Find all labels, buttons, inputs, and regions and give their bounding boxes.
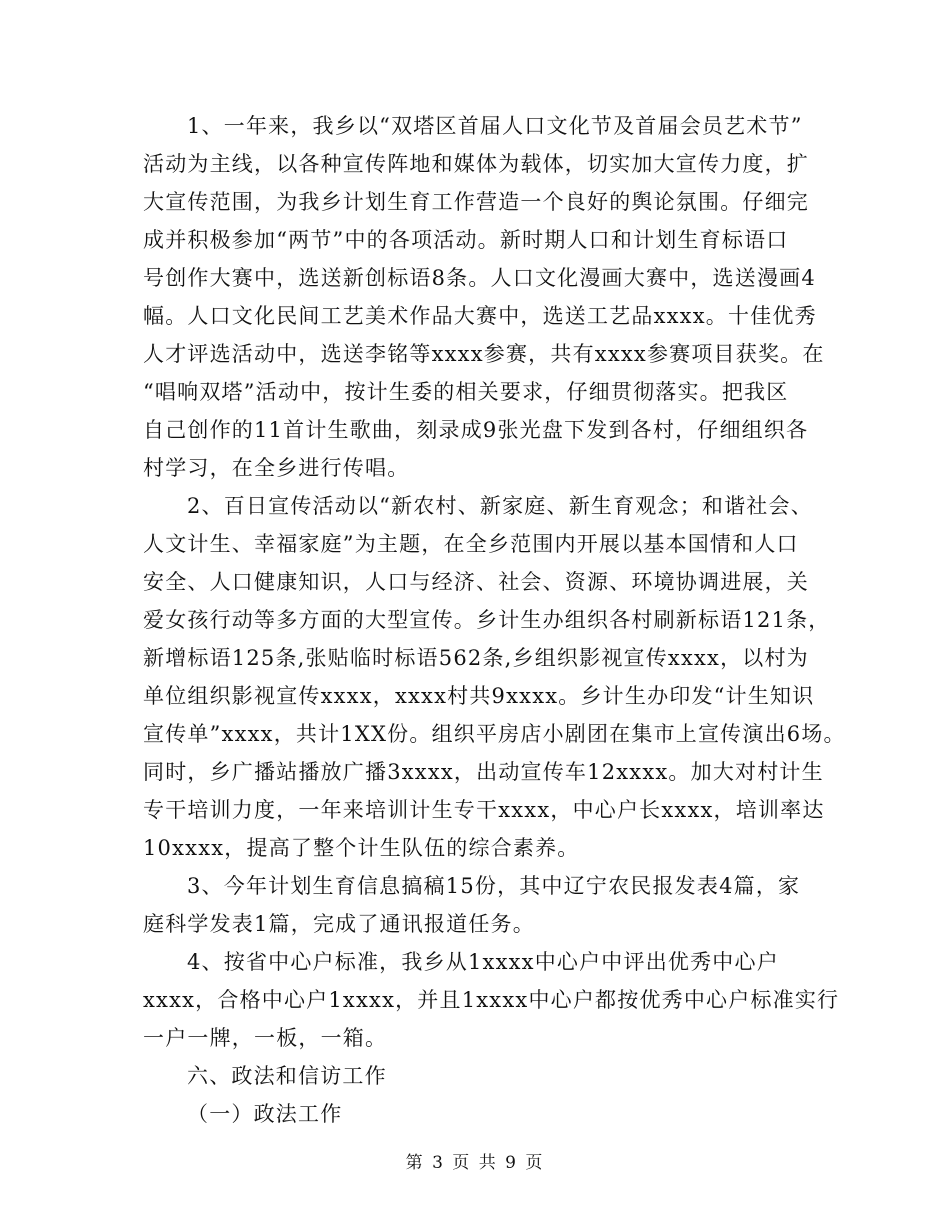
body-line: 庭科学发表1篇，完成了通讯报道任务。 <box>143 912 535 936</box>
body-line: 人文计生、幸福家庭”为主题，在全乡范围内开展以基本国情和人口 <box>143 532 799 556</box>
body-line: 4、按省中心户标准，我乡从1xxxx中心户中评出优秀中心户 <box>187 950 779 974</box>
body-line: “唱响双塔”活动中，按计生委的相关要求，仔细贯彻落实。把我区 <box>143 380 789 404</box>
body-line: 爱女孩行动等多方面的大型宣传。乡计生办组织各村刷新标语121条， <box>143 608 831 632</box>
subsection-heading: （一）政法工作 <box>187 1102 343 1126</box>
body-line: 成并积极参加“两节”中的各项活动。新时期人口和计划生育标语口 <box>143 228 789 252</box>
body-line: 3、今年计划生育信息搞稿15份，其中辽宁农民报发表4篇，家 <box>187 874 801 898</box>
body-line: 大宣传范围，为我乡计划生育工作营造一个良好的舆论氛围。仔细完 <box>143 190 809 214</box>
body-line: 安全、人口健康知识，人口与经济、社会、资源、环境协调进展，关 <box>143 570 809 594</box>
body-line: 一户一牌，一板，一箱。 <box>143 1026 388 1050</box>
body-line: 自己创作的11首计生歌曲，刻录成9张光盘下发到各村，仔细组织各 <box>143 418 809 442</box>
body-line: xxxx，合格中心户1xxxx，并且1xxxx中心户都按优秀中心户标准实行 <box>143 988 840 1012</box>
body-line: 宣传单”xxxx，共计1XX份。组织平房店小剧团在集市上宣传演出6场。 <box>143 722 846 746</box>
page-number-footer: 第 3 页 共 9 页 <box>405 1153 545 1173</box>
body-line: 10xxxx，提高了整个计生队伍的综合素养。 <box>143 836 580 860</box>
body-line: 新增标语125条,张贴临时标语562条,乡组织影视宣传xxxx，以村为 <box>143 646 809 670</box>
body-line: 1、一年来，我乡以“双塔区首届人口文化节及首届会员艺术节” <box>187 114 803 138</box>
body-line: 村学习，在全乡进行传唱。 <box>143 456 410 480</box>
body-line: 幅。人口文化民间工艺美术作品大赛中，选送工艺品xxxx。十佳优秀 <box>143 304 817 328</box>
body-line: 号创作大赛中，选送新创标语8条。人口文化漫画大赛中，选送漫画4 <box>143 266 816 290</box>
body-line: 专干培训力度，一年来培训计生专干xxxx，中心户长xxxx，培训率达 <box>143 798 825 822</box>
body-line: 活动为主线，以各种宣传阵地和媒体为载体，切实加大宣传力度，扩 <box>143 152 809 176</box>
section-heading: 六、政法和信访工作 <box>187 1064 387 1088</box>
body-line: 人才评选活动中，选送李铭等xxxx参赛，共有xxxx参赛项目获奖。在 <box>143 342 825 366</box>
body-line: 2、百日宣传活动以“新农村、新家庭、新生育观念；和谐社会、 <box>187 494 813 518</box>
body-line: 单位组织影视宣传xxxx，xxxx村共9xxxx。乡计生办印发“计生知识 <box>143 684 815 708</box>
body-line: 同时，乡广播站播放广播3xxxx，出动宣传车12xxxx。加大对村计生 <box>143 760 824 784</box>
